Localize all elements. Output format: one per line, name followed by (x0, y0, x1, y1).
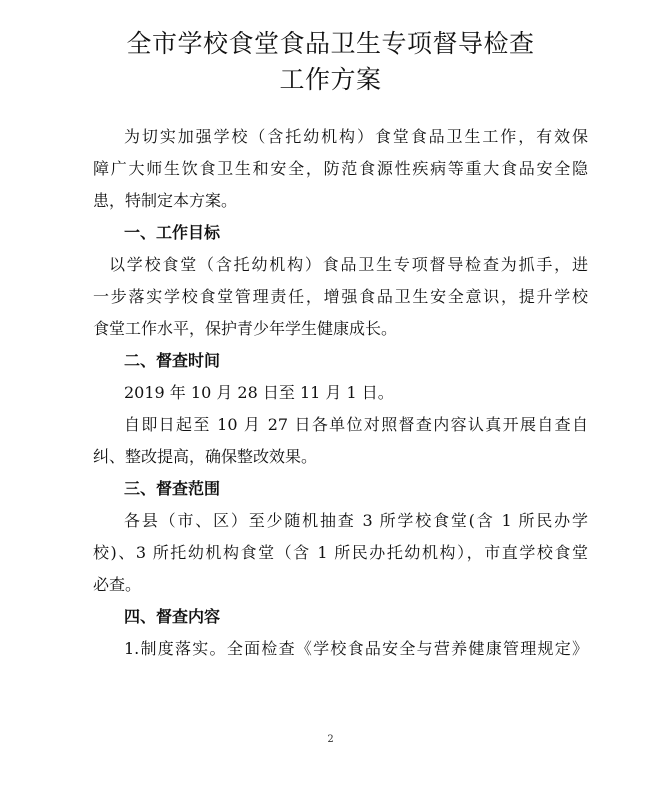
section-heading-goals: 一、工作目标 (124, 223, 221, 242)
intro-line-3: 患，特制定本方案。 (93, 191, 238, 210)
section-heading-time: 二、督查时间 (124, 351, 221, 370)
goals-line-3: 食堂工作水平，保护青少年学生健康成长。 (93, 319, 398, 338)
scope-line-1: 各县（市、区）至少随机抽查 3 所学校食堂(含 1 所民办学 (124, 511, 588, 530)
scope-line-2: 校)、3 所托幼机构食堂（含 1 所民办托幼机构），市直学校食堂 (93, 543, 588, 562)
document-title-line-2: 工作方案 (279, 65, 382, 94)
intro-line-1: 为切实加强学校（含托幼机构）食堂食品卫生工作，有效保 (124, 127, 588, 146)
goals-line-1: 以学校食堂（含托幼机构）食品卫生专项督导检查为抓手，进 (109, 255, 588, 274)
page-number: 2 (327, 734, 334, 745)
section-heading-content: 四、督查内容 (124, 607, 221, 626)
time-line-2: 自即日起至 10 月 27 日各单位对照督查内容认真开展自查自 (124, 415, 588, 434)
section-heading-scope: 三、督查范围 (124, 479, 221, 498)
document-title-line-1: 全市学校食堂食品卫生专项督导检查 (126, 29, 535, 58)
intro-line-2: 障广大师生饮食卫生和安全，防范食源性疾病等重大食品安全隐 (93, 159, 588, 178)
scope-line-3: 必查。 (93, 575, 142, 594)
time-line-3: 纠、整改提高，确保整改效果。 (93, 447, 318, 466)
time-line-1: 2019 年 10 月 28 日至 11 月 1 日。 (124, 383, 394, 402)
content-line-1: 1.制度落实。全面检查《学校食品安全与营养健康管理规定》 (124, 639, 588, 658)
goals-line-2: 一步落实学校食堂管理责任，增强食品卫生安全意识，提升学校 (93, 287, 588, 306)
